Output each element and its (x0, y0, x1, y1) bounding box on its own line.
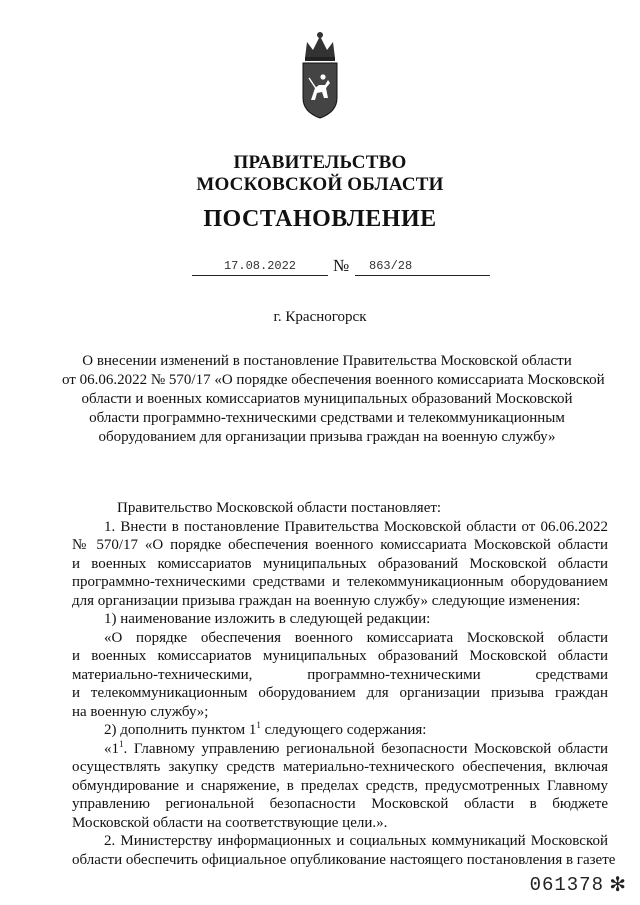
date-number-line (0, 257, 640, 277)
body-line: управлению региональной безопасности Московской области в бюджете (72, 796, 608, 812)
body-line: материально-техническими, программно-техническими средствами (72, 666, 608, 683)
body-line: 1) наименование изложить в следующей редакции: (104, 611, 431, 627)
body-line: № 570/17 «О порядке обеспечения военного комиссариата Московской области (72, 537, 608, 553)
coat-of-arms-icon (295, 30, 345, 120)
body-line: Правительство Московской области постановляет: (117, 500, 442, 516)
superscript: 1 (119, 738, 124, 749)
subject-line: от 06.06.2022 № 570/17 «О порядке обеспечения военного комиссариата Московской (62, 372, 605, 388)
document-serial-number: 061378 (529, 874, 604, 896)
body-line: и военных комиссариатов муниципальных образований Московской области (72, 648, 608, 664)
body-text: . Главному управлению региональной безопасности Московской области (123, 740, 608, 757)
body-line: «О порядке обеспечения военного комиссариата Московской области (104, 629, 608, 646)
asterisk-icon: ✻ (609, 874, 626, 896)
coat-of-arms-emblem (295, 30, 345, 120)
decree-date: 17.08.2022 (192, 257, 328, 276)
body-line: обмундирование и снаряжение, в пределах средств, предусмотренных Главному (72, 777, 608, 794)
body-line: Московской области на соответствующие цели.». (72, 814, 388, 831)
number-sign: № (333, 256, 350, 275)
body-text: 2) дополнить пунктом 1 (104, 722, 257, 738)
subject-line: области программно-техническими средствами и телекоммуникационным (89, 410, 565, 426)
body-line: для организации призыва граждан на военную службу» следующие изменения: (72, 592, 581, 609)
decree-number: 863/28 (355, 257, 490, 276)
superscript: 1 (256, 720, 261, 730)
body-line: осуществлять закупку средств материально-технического обеспечения, включая (72, 759, 608, 775)
body-line: и военных комиссариатов муниципальных образований Московской области (72, 555, 608, 572)
body-line: 2. Министерству информационных и социальных коммуникаций Московской (104, 833, 608, 849)
decree-subject (62, 352, 605, 447)
subject-line: области и военных комиссариатов муниципальных образований Московской (81, 391, 573, 407)
body-text: следующего содержания: (260, 722, 427, 738)
body-line: программно-техническими средствами и телекоммуникационным оборудованием (72, 574, 608, 590)
subject-line: оборудованием для организации призыва граждан на военную службу» (98, 429, 556, 445)
body-line (72, 721, 608, 740)
body-line (72, 740, 608, 759)
body-line: на военную службу»; (72, 703, 209, 720)
organization-name-line1: ПРАВИТЕЛЬСТВО (233, 152, 407, 173)
body-line: области обеспечить официальное опубликование настоящего постановления в газете (72, 851, 616, 868)
subject-line: О внесении изменений в постановление Правительства Московской области (82, 353, 572, 369)
body-line: и телекоммуникационным оборудованием для организации призыва граждан (72, 685, 608, 701)
body-text: «1 (104, 740, 119, 757)
document-type-title: ПОСТАНОВЛЕНИЕ (203, 206, 437, 232)
city-name: г. Красногорск (273, 309, 367, 325)
decree-body (72, 499, 616, 869)
organization-name-line2: МОСКОВСКОЙ ОБЛАСТИ (196, 174, 444, 195)
body-line: 1. Внести в постановление Правительства Московской области от 06.06.2022 (104, 518, 608, 535)
